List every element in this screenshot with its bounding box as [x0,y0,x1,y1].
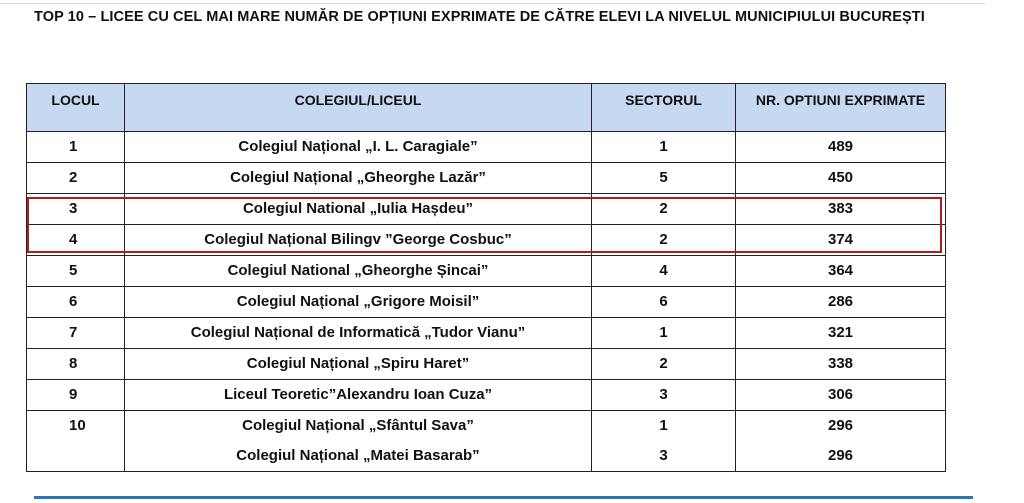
table-row [27,256,946,287]
table-header-row [27,84,946,132]
rank-cell [27,441,125,472]
sector-cell: 5 [592,163,736,194]
school-cell: Colegiul Național „Gheorghe Lazăr” [125,163,592,194]
school-cell: Colegiul Național „Spiru Haret” [125,349,592,380]
sector-cell: 1 [592,132,736,163]
options-cell: 364 [736,256,946,287]
options-cell: 338 [736,349,946,380]
rank-cell: 8 [27,349,125,380]
header-school: COLEGIUL/LICEUL [125,84,592,132]
school-cell: Colegiul Național de Informatică „Tudor Vianu” [125,318,592,349]
options-cell: 306 [736,380,946,411]
options-cell: 286 [736,287,946,318]
header-rank: LOCUL [27,84,125,132]
schools-table [26,83,946,472]
table-row [27,194,946,225]
sector-cell: 3 [592,441,736,472]
sector-cell: 2 [592,349,736,380]
sector-cell: 1 [592,318,736,349]
sector-cell: 4 [592,256,736,287]
school-cell: Colegiul Național „Sfântul Sava” [125,411,592,442]
school-cell: Colegiul Național Bilingv ”George Cosbuc” [125,225,592,256]
school-cell: Liceul Teoretic”Alexandru Ioan Cuza” [125,380,592,411]
table-row [27,411,946,442]
rank-cell: 4 [27,225,125,256]
rank-cell: 7 [27,318,125,349]
sector-cell: 2 [592,225,736,256]
page-top-edge [0,3,985,4]
sector-cell: 3 [592,380,736,411]
table-row [27,132,946,163]
sector-cell: 1 [592,411,736,442]
school-cell: Colegiul National „Iulia Hașdeu” [125,194,592,225]
rank-cell: 9 [27,380,125,411]
options-cell: 489 [736,132,946,163]
rank-cell: 10 [27,411,125,442]
school-cell: Colegiul Național „I. L. Caragiale” [125,132,592,163]
rank-cell: 1 [27,132,125,163]
table-row [27,318,946,349]
options-cell: 383 [736,194,946,225]
table-row [27,380,946,411]
page-title: TOP 10 – LICEE CU CEL MAI MARE NUMĂR DE OPȚIUNI EXPRIMATE DE CĂTRE ELEVI LA NIVELUL MUNICIPIULUI BUCUREȘTI [34,9,925,25]
rank-cell: 2 [27,163,125,194]
table-row [27,163,946,194]
options-cell: 450 [736,163,946,194]
sector-cell: 6 [592,287,736,318]
table-row [27,225,946,256]
rank-cell: 6 [27,287,125,318]
rank-cell: 3 [27,194,125,225]
options-cell: 321 [736,318,946,349]
school-cell: Colegiul Național „Matei Basarab” [125,441,592,472]
school-cell: Colegiul National „Gheorghe Șincai” [125,256,592,287]
table-row [27,287,946,318]
sector-cell: 2 [592,194,736,225]
table-row [27,441,946,472]
options-cell: 296 [736,411,946,442]
header-options: NR. OPTIUNI EXPRIMATE [736,84,946,132]
rank-cell: 5 [27,256,125,287]
school-cell: Colegiul Național „Grigore Moisil” [125,287,592,318]
header-sector: SECTORUL [592,84,736,132]
options-cell: 296 [736,441,946,472]
table-row [27,349,946,380]
options-cell: 374 [736,225,946,256]
footer-divider [34,496,973,499]
